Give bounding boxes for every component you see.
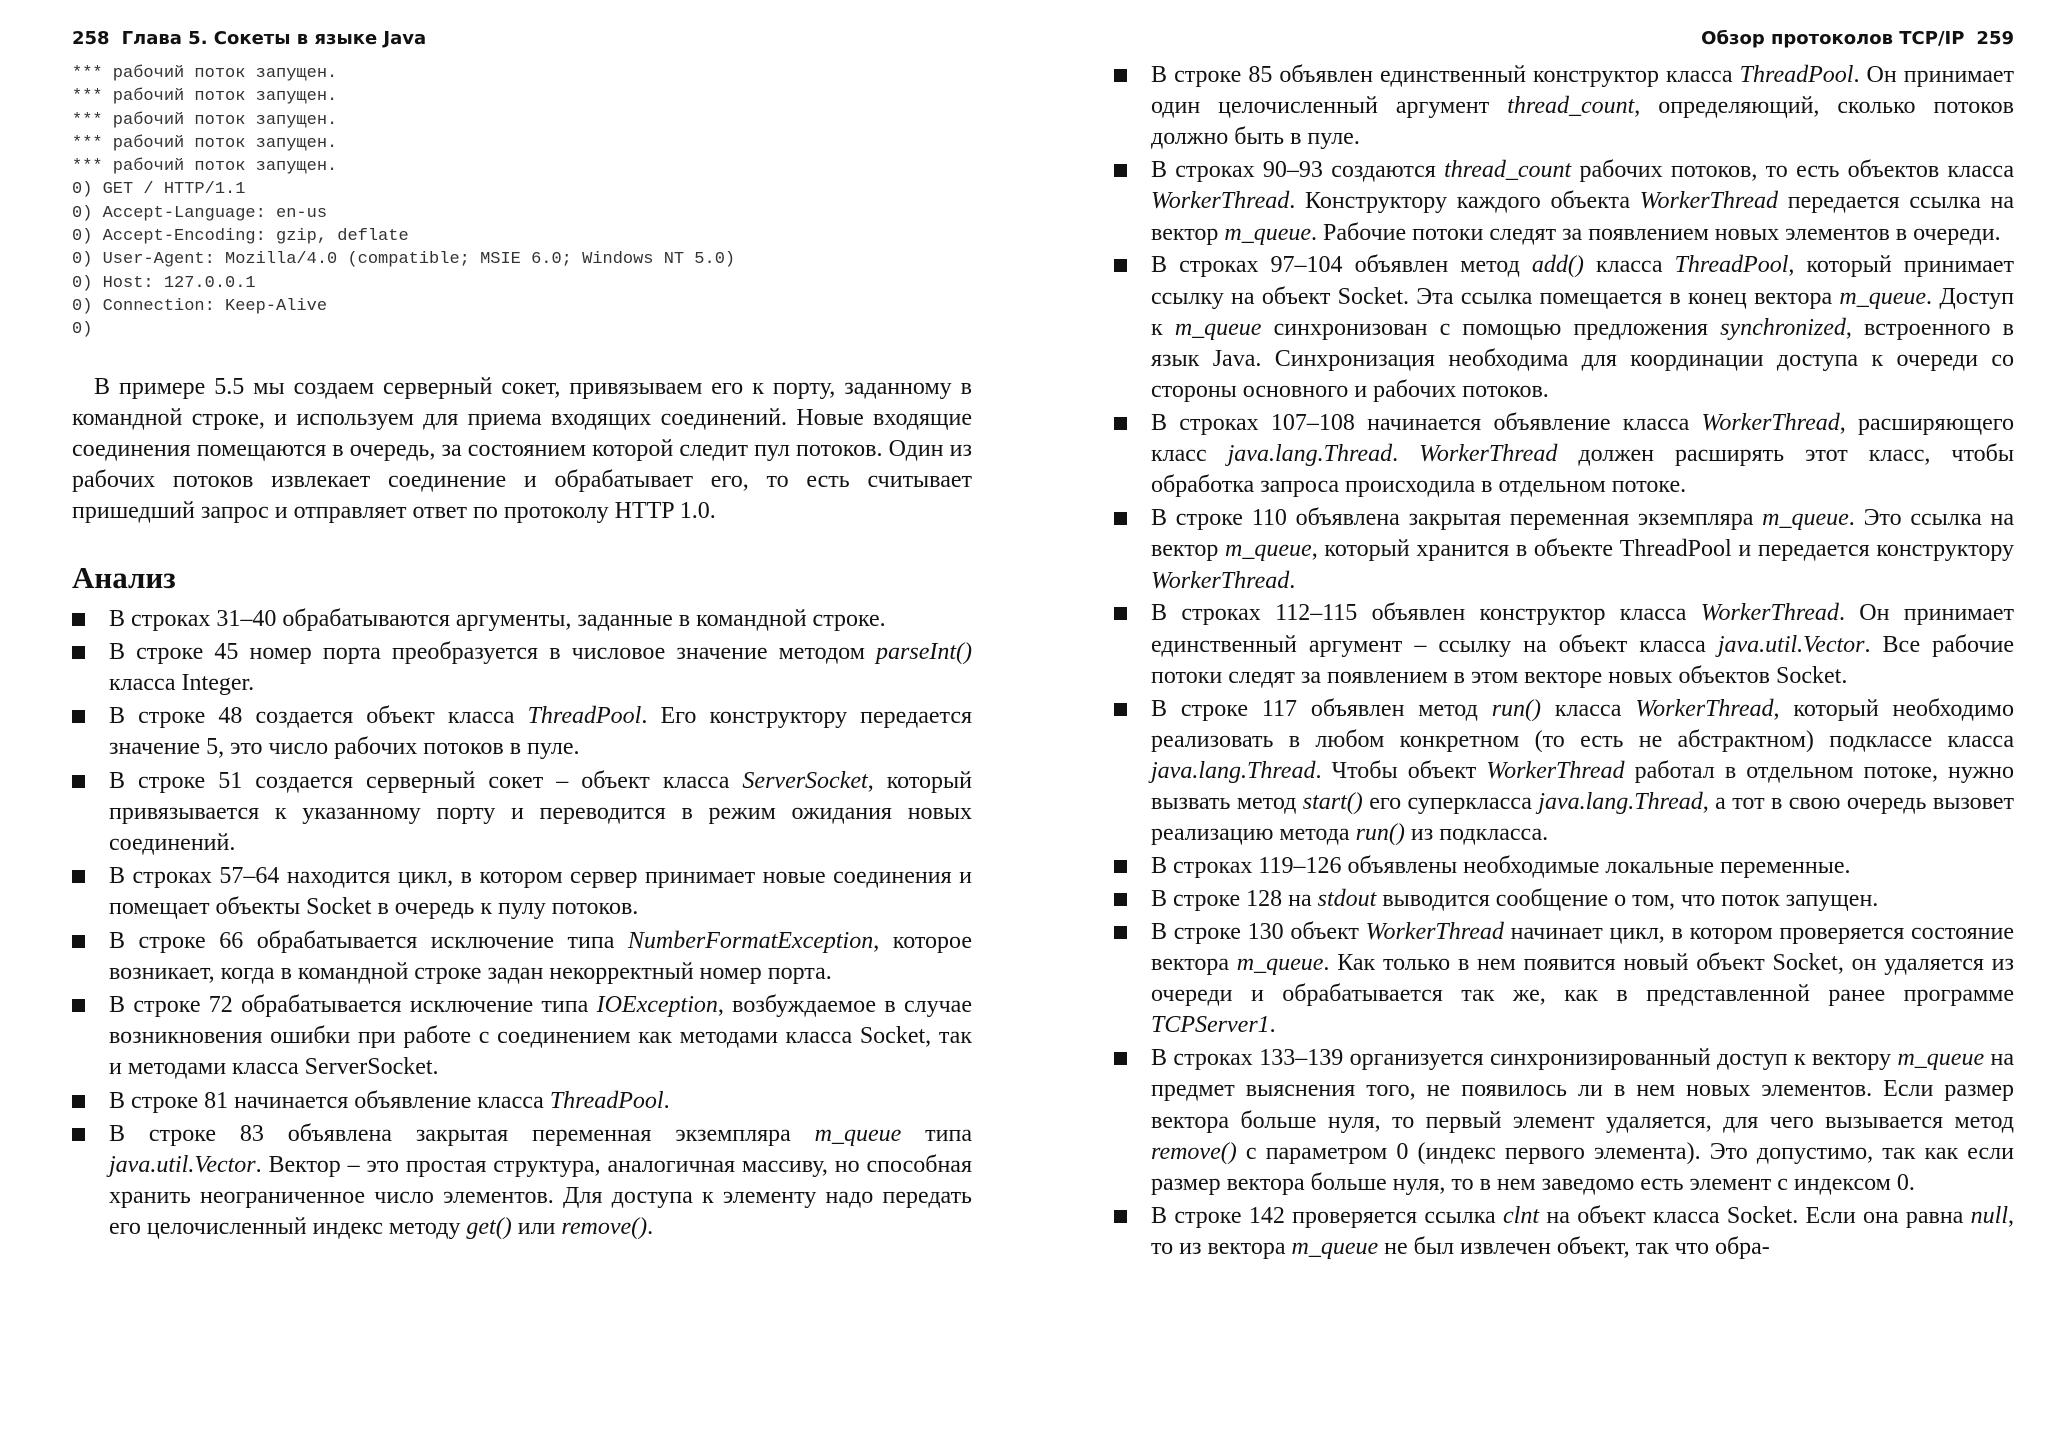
square-bullet-icon (1114, 164, 1127, 177)
bullet-item (72, 990, 972, 1084)
right-page-number: 259 (1976, 28, 2014, 49)
item-text: . Доступ к (1151, 283, 2014, 341)
left-page (72, 26, 972, 1246)
code-identifier: run() (1355, 820, 1405, 847)
code-identifier: ThreadPool (1674, 252, 1789, 279)
item-text: В строке 72 обрабатывается исключение типа (109, 992, 597, 1019)
item-text: . Чтобы объект (1315, 758, 1487, 785)
item-text: В строках 97–104 объявлен метод (1151, 252, 1532, 279)
item-text: должен расширять этот класс, чтобы обработка запроса происходила в отдельном потоке. (1151, 441, 2015, 499)
item-text: на объект класса Socket. Если она равна (1539, 1202, 1971, 1229)
code-identifier: clnt (1503, 1202, 1540, 1229)
code-line: 0) User-Agent: Mozilla/4.0 (compatible; MSIE 6.0; Windows NT 5.0) (72, 250, 736, 270)
item-text: В строке 48 создается объект класса (109, 703, 528, 730)
item-text: . (1289, 567, 1296, 594)
item-text: В строках 31–40 обрабатываются аргументы, заданные в командной строке. (109, 605, 886, 632)
square-bullet-icon (1114, 417, 1127, 430)
code-identifier: WorkerThread (1151, 188, 1290, 215)
item-text: В строке 117 объявлен метод (1151, 695, 1492, 722)
bullet-item (1114, 155, 2014, 249)
bullet-item (1114, 250, 2014, 406)
code-identifier: java.util.Vector (109, 1152, 256, 1179)
left-chapter-title: Глава 5. Сокеты в языке Java (121, 28, 427, 49)
item-text: типа (901, 1120, 973, 1147)
item-text: В строке 81 начинается объявление класса (109, 1087, 550, 1114)
bullet-item (72, 1086, 972, 1117)
code-identifier: m_queue (1225, 536, 1312, 563)
item-text: . Это ссылка на вектор (1151, 505, 2014, 563)
code-identifier: stdout (1317, 886, 1377, 913)
item-text: В строках 133–139 организуется синхронизированный доступ к вектору (1151, 1045, 1898, 1072)
code-line: 0) (72, 320, 93, 340)
item-text: , возбуждаемое в случае возникновения ошибки при работе с соединением как методами класса Socket, так и методами класса ServerSocket. (109, 992, 972, 1081)
item-text: не был извлечен объект, так что обра- (1378, 1234, 1770, 1261)
item-text: , определяющий, сколько потоков должно быть в пуле. (1151, 93, 2014, 151)
square-bullet-icon (72, 775, 85, 788)
code-identifier: ServerSocket (742, 767, 868, 794)
intro-paragraph: В примере 5.5 мы создаем серверный сокет, привязываем его к порту, заданному в командной строке, и используем для приема входящих соединений. Новые входящие соединения помещаются в очередь, за состоянием которой следит пул потоков. Один из рабочих потоков извлекает соединение и обрабатывает его, то есть считывает пришедший запрос и отправляет ответ по протоколу HTTP 1.0. (72, 373, 972, 525)
item-text: его суперкласса (1362, 789, 1539, 816)
item-text: работал в отдельном потоке, нужно вызвать метод (1151, 758, 2014, 816)
square-bullet-icon (1114, 607, 1127, 620)
code-identifier: synchronized (1720, 314, 1846, 341)
bullet-item (1114, 1043, 2014, 1199)
code-line: 0) Accept-Encoding: gzip, deflate (72, 227, 409, 247)
item-text: . (1392, 441, 1420, 468)
code-identifier: java.lang.Thread (1538, 789, 1703, 816)
code-identifier: null (1970, 1202, 2008, 1229)
code-identifier: run() (1491, 695, 1542, 722)
item-text: . Рабочие потоки следят за появлением новых элементов в очереди. (1311, 219, 2001, 246)
item-text: В строке 142 проверяется ссылка (1151, 1202, 1504, 1229)
code-identifier: parseInt() (876, 638, 972, 665)
item-text: . Его конструктору передается значение 5, это число рабочих потоков в пуле. (109, 703, 973, 761)
code-identifier: remove() (1151, 1138, 1237, 1165)
bullet-item (72, 604, 972, 635)
code-line: *** рабочий поток запущен. (72, 133, 338, 153)
code-identifier: java.lang.Thread (1227, 441, 1393, 468)
code-line: *** рабочий поток запущен. (72, 64, 338, 83)
item-text: В строке 128 на (1151, 886, 1318, 913)
square-bullet-icon (1114, 926, 1127, 939)
item-text: . (663, 1087, 670, 1114)
bullet-item (72, 861, 972, 923)
item-text: , который привязывается к указанному порту и переводится в режим ожидания новых соединений. (109, 767, 972, 856)
section-title-analysis: Анализ (72, 559, 176, 595)
item-text: класса (1541, 695, 1636, 722)
code-identifier: thread_count (1507, 93, 1635, 120)
item-text: . Все рабочие потоки следят за появлением в этом векторе новых объектов Socket. (1151, 631, 2014, 689)
bullet-item (1114, 1201, 2014, 1263)
square-bullet-icon (72, 710, 85, 723)
square-bullet-icon (1114, 512, 1127, 525)
bullet-item (72, 1119, 972, 1244)
code-identifier: WorkerThread (1419, 441, 1558, 468)
item-text: из подкласса. (1404, 820, 1549, 847)
item-text: синхронизован с помощью предложения (1261, 314, 1721, 341)
square-bullet-icon (1114, 1052, 1127, 1065)
item-text: В строке 83 объявлена закрытая переменная экземпляра (109, 1120, 815, 1147)
code-line: *** рабочий поток запущен. (72, 157, 338, 177)
item-text: , который необходимо реализовать в любом конкретном (то есть не абстрактном) подклассе класса (1151, 695, 2014, 753)
item-text: В строке 51 создается серверный сокет – объект класса (109, 767, 743, 794)
code-identifier: WorkerThread (1365, 918, 1504, 945)
item-text: , встроенного в язык Java. Синхронизация необходима для координации доступа к очереди со стороны основного и рабочих потоков. (1151, 314, 2014, 404)
code-identifier: WorkerThread (1700, 600, 1839, 627)
square-bullet-icon (72, 613, 85, 626)
item-text: В строках 57–64 находится цикл, в котором сервер принимает новые соединения и помещает объекты Socket в очередь к пулу потоков. (109, 863, 972, 921)
code-identifier: thread_count (1444, 157, 1572, 184)
item-text: В строках 90–93 создаются (1151, 157, 1445, 184)
code-identifier: add() (1531, 252, 1584, 279)
item-text: . Он принимает единственный аргумент – ссылку на объект класса (1151, 600, 2014, 658)
item-text: . Вектор – это простая структура, аналогичная массиву, но способная хранить неограниченное число элементов. Для доступа к элементу надо передать его целочисленный индекс методу (109, 1152, 972, 1241)
code-line: 0) Connection: Keep-Alive (72, 296, 328, 316)
code-identifier: ThreadPool (527, 703, 642, 730)
left-analysis-list (72, 604, 972, 1244)
item-text: В строке 85 объявлен единственный конструктор класса (1151, 62, 1740, 88)
code-identifier: WorkerThread (1639, 188, 1778, 215)
square-bullet-icon (1114, 1210, 1127, 1223)
code-identifier: m_queue (1174, 314, 1262, 341)
code-line: 0) Accept-Language: en-us (72, 203, 328, 223)
square-bullet-icon (1114, 69, 1127, 82)
item-text: класса Integer. (109, 669, 255, 696)
item-text: выводится сообщение о том, что поток запущен. (1376, 886, 1879, 913)
item-text: , который принимает ссылку на объект Socket. Эта ссылка помещается в конец вектора (1151, 252, 2014, 310)
item-text: В строке 66 обрабатывается исключение типа (109, 927, 628, 954)
left-page-number: 258 (72, 28, 110, 49)
square-bullet-icon (1114, 860, 1127, 873)
bullet-item (72, 701, 972, 763)
bullet-item (1114, 408, 2014, 502)
code-identifier: m_queue (1897, 1045, 1985, 1072)
code-identifier: m_queue (1236, 950, 1324, 977)
square-bullet-icon (72, 870, 85, 883)
item-text: , которое возникает, когда в командной строке задан некорректный номер порта. (109, 927, 972, 985)
console-output (72, 62, 972, 342)
code-line: 0) GET / HTTP/1.1 (72, 180, 246, 200)
code-identifier: m_queue (1291, 1234, 1379, 1261)
code-identifier: m_queue (1224, 219, 1311, 246)
code-identifier: start() (1302, 789, 1363, 816)
square-bullet-icon (1114, 703, 1127, 716)
item-text: класса (1583, 252, 1675, 279)
code-identifier: remove() (561, 1214, 648, 1241)
code-identifier: get() (466, 1214, 512, 1241)
item-text: В строках 112–115 объявлен конструктор класса (1151, 600, 1701, 627)
square-bullet-icon (72, 999, 85, 1012)
square-bullet-icon (72, 1128, 85, 1141)
code-identifier: WorkerThread (1701, 410, 1840, 437)
code-identifier: ThreadPool (549, 1087, 664, 1114)
code-line: *** рабочий поток запущен. (72, 87, 338, 107)
code-identifier: m_queue (814, 1120, 902, 1147)
item-text: , расширяющего класс (1151, 410, 2015, 468)
code-identifier: m_queue (1839, 283, 1927, 310)
right-running-head (1114, 26, 2014, 52)
bullet-item (72, 637, 972, 699)
left-running-head (72, 26, 972, 52)
item-text: В строках 119–126 объявлены необходимые локальные переменные. (1151, 853, 1851, 880)
bullet-item (1114, 694, 2014, 850)
bullet-item (1114, 60, 2014, 154)
square-bullet-icon (1114, 893, 1127, 906)
bullet-item (1114, 851, 2014, 882)
item-text: , который хранится в объекте ThreadPool и передается конструктору (1311, 536, 2014, 563)
code-identifier: TCPServer1 (1151, 1012, 1270, 1039)
code-identifier: WorkerThread (1486, 758, 1625, 785)
item-text: В строках 107–108 начинается объявление класса (1151, 410, 1702, 437)
code-identifier: WorkerThread (1635, 695, 1774, 722)
bullet-item (72, 926, 972, 988)
right-section-title: Обзор протоколов TCP/IP (1701, 28, 1965, 49)
item-text: В строке 110 объявлена закрытая переменная экземпляра (1151, 505, 1763, 532)
square-bullet-icon (72, 646, 85, 659)
code-identifier: NumberFormatException (627, 927, 874, 954)
code-identifier: IOException (596, 992, 718, 1019)
square-bullet-icon (72, 935, 85, 948)
code-identifier: java.lang.Thread (1151, 758, 1316, 785)
item-text: начинает цикл, в котором проверяется состояние вектора (1151, 918, 2014, 977)
square-bullet-icon (72, 1095, 85, 1108)
item-text: , то из вектора (1151, 1202, 2014, 1261)
code-line: *** рабочий поток запущен. (72, 110, 338, 130)
item-text: . (647, 1214, 654, 1241)
item-text: В строке 130 объект (1151, 918, 1366, 945)
bullet-item (1114, 884, 2014, 915)
item-text: . Конструктору каждого объекта (1289, 188, 1640, 215)
bullet-item (1114, 917, 2014, 1042)
code-identifier: java.util.Vector (1717, 631, 1865, 658)
item-text: на предмет выяснения того, не появилось ли в нем новых элементов. Если размер вектора больше нуля, то первый элемент удаляется, для чего вызывается метод (1151, 1045, 2014, 1134)
item-text: рабочих потоков, то есть объектов класса (1571, 157, 2014, 184)
code-identifier: m_queue (1762, 505, 1849, 532)
item-text: или (511, 1214, 562, 1241)
bullet-item (72, 766, 972, 860)
item-text: , а тот в свою очередь вызовет реализацию метода (1151, 789, 2014, 847)
bullet-item (1114, 598, 2014, 692)
item-text: . (1269, 1012, 1276, 1039)
right-page (1114, 26, 2014, 1265)
item-text: передается ссылка на вектор (1151, 188, 2015, 246)
item-text: . Как только в нем появится новый объект Socket, он удаляется из очереди и обрабатывается так же, как в представленной ранее программе (1151, 950, 2014, 1008)
item-text: . Он принимает один целочисленный аргумент (1151, 62, 2014, 120)
right-analysis-list (1114, 60, 2014, 1263)
square-bullet-icon (1114, 259, 1127, 272)
code-line: 0) Host: 127.0.0.1 (72, 273, 256, 293)
code-identifier: ThreadPool (1739, 62, 1854, 88)
item-text: В строке 45 номер порта преобразуется в числовое значение методом (109, 638, 877, 665)
bullet-item (1114, 503, 2014, 597)
code-identifier: WorkerThread (1151, 567, 1290, 594)
item-text: с параметром 0 (индекс первого элемента). Это допустимо, так как если размер вектора больше нуля, то в нем заведомо есть элемент с индексом 0. (1151, 1138, 2014, 1197)
